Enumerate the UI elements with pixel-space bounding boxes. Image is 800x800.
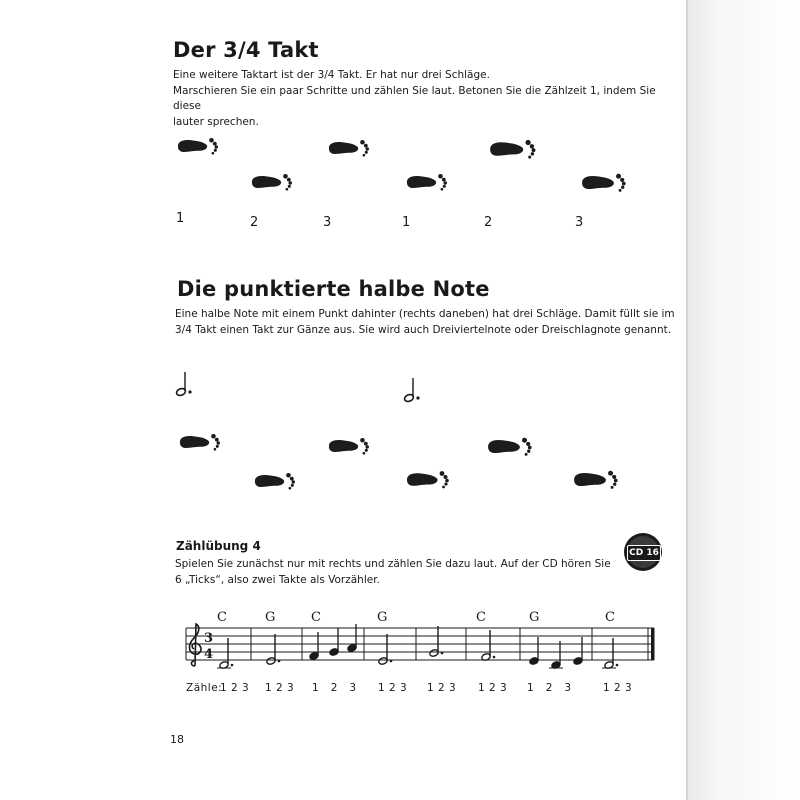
exercise-text: [175, 557, 675, 588]
footprint-icon: [176, 136, 222, 156]
chord-symbol: G: [377, 610, 388, 625]
section2-text: [175, 307, 675, 338]
count-group: 1 2 3: [478, 682, 508, 694]
section-title-punktierte-halbe-note: Die punktierte halbe Note: [177, 277, 490, 301]
exercise-title: Zählübung 4: [176, 539, 261, 553]
footprint-icon: [580, 172, 630, 193]
chord-symbol: C: [311, 610, 321, 625]
dotted-half-note-icon: [402, 376, 426, 404]
music-staff: [180, 622, 660, 670]
page-number: 18: [170, 733, 184, 746]
count-label: 1: [176, 211, 185, 226]
count-group: 1 2 3: [265, 682, 295, 694]
footprint-icon: [405, 469, 453, 490]
section2-line-1: Eine halbe Note mit einem Punkt dahinter (rechts daneben) hat drei Schläge. Damit füllt sie im: [175, 308, 675, 320]
count-label: 3: [575, 215, 584, 230]
count-group: 1 2 3: [312, 682, 357, 694]
chord-symbol: C: [605, 610, 615, 625]
footprint-icon: [405, 172, 451, 192]
chord-symbol: C: [476, 610, 486, 625]
count-prefix: Zähle:: [186, 682, 223, 694]
dotted-half-note-icon: [174, 370, 198, 398]
count-group: 1 2 3: [527, 682, 572, 694]
section1-line-2: Marschieren Sie ein paar Schritte und zählen Sie laut. Betonen Sie die Zählzeit 1, indem Sie diese: [173, 84, 656, 112]
exercise-line-2: 6 „Ticks“, also zwei Takte als Vorzähler.: [175, 573, 380, 586]
section1-line-3: lauter sprechen.: [173, 115, 259, 128]
count-group: 1 2 3: [427, 682, 457, 694]
footprint-icon: [486, 436, 536, 457]
svg-text:3: 3: [204, 631, 214, 646]
section1-text: [173, 68, 673, 130]
svg-text:4: 4: [204, 647, 214, 662]
count-group: 1 2 3: [378, 682, 408, 694]
footprint-icon: [178, 432, 224, 452]
chord-symbol: G: [265, 610, 276, 625]
count-label: 1: [402, 215, 411, 230]
footprint-icon: [327, 436, 373, 456]
chord-symbol: G: [529, 610, 540, 625]
chord-symbol: C: [217, 610, 227, 625]
page-edge-line: [686, 0, 688, 800]
section-title-3-4-takt: Der 3/4 Takt: [173, 38, 319, 62]
count-label: 2: [250, 215, 259, 230]
footprint-icon: [327, 138, 373, 158]
count-label: 3: [323, 215, 332, 230]
footprint-icon: [250, 172, 296, 192]
section1-line-1: Eine weitere Taktart ist der 3/4 Takt. Er hat nur drei Schläge.: [173, 69, 490, 81]
footprint-icon: [253, 471, 299, 491]
footprint-icon: [572, 469, 622, 490]
count-group: 1 2 3: [603, 682, 633, 694]
section2-line-2: 3/4 Takt einen Takt zur Gänze aus. Sie wird auch Dreiviertelnote oder Dreischlagnote genannt.: [175, 323, 672, 336]
page-edge-shadow: [686, 0, 800, 800]
exercise-line-1: Spielen Sie zunächst nur mit rechts und zählen Sie dazu laut. Auf der CD hören Sie: [175, 558, 611, 570]
cd-label: CD 16: [627, 545, 661, 561]
count-label: 2: [484, 215, 493, 230]
count-group: 1 2 3: [220, 682, 250, 694]
footprint-icon: [488, 138, 540, 160]
